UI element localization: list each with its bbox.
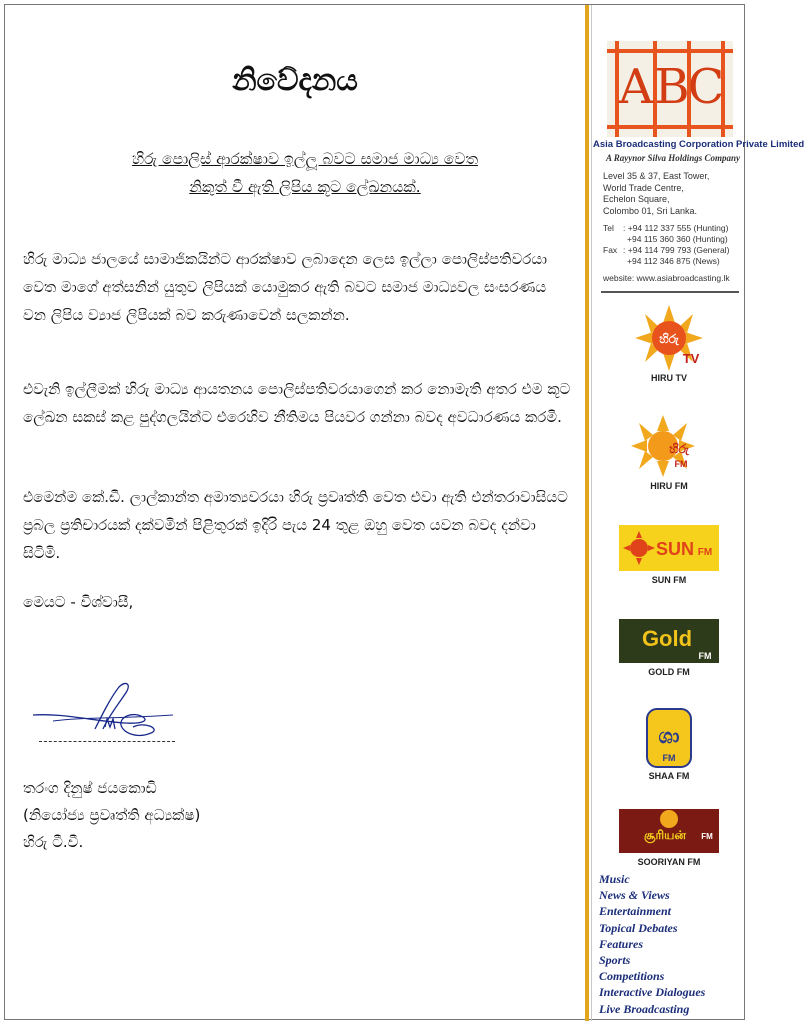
paragraph-3: එමෙන්ම කේ.ඩී. ලාල්කාන්ත අමාත්‍යවරයා හිරු ප්‍රවෘත්ති වෙත එවා ඇති එන්තරාවාසියට ප්‍රබල ප්‍රතිචාරයක් දක්වමින් පිළිතුරක් ඉදිරි පැය 24 තුළ ඔහු වෙත යවන බවද දන්වා සිටිමි.	[23, 488, 568, 562]
subject-line-2: නිකුත් වී ඇති ලිපිය කූට ලේඛනයක්.	[189, 178, 421, 196]
hiru-tv-logo	[619, 303, 719, 387]
address-line: World Trade Centre,	[603, 182, 684, 193]
gold-fm-mark: Gold	[641, 626, 693, 651]
address-line: Level 35 & 37, East Tower,	[603, 171, 710, 181]
sun-fm-caption: SUN FM	[651, 575, 687, 585]
service-item: Entertainment	[599, 904, 672, 919]
hiru-fm-caption: HIRU FM	[650, 481, 688, 491]
signer-title: (නියෝජ්‍ය ප්‍රවෘත්ති අධ්‍යක්ෂ)	[23, 806, 201, 824]
sooriyan-fm-mark: சூரியன்	[643, 828, 687, 842]
logo-letter-b: B	[654, 59, 690, 115]
service-item: Topical Debates	[599, 920, 678, 935]
fax-number-2: +94 112 346 875 (News)	[627, 256, 720, 266]
hiru-tv-mark: හිරු	[659, 332, 679, 346]
letter-page	[4, 4, 804, 1020]
subject	[45, 145, 565, 201]
tel-number-1: : +94 112 337 555 (Hunting)	[623, 223, 729, 233]
closing: මෙයට - විශ්වාසී,	[23, 593, 134, 611]
sun-fm-mark: SUN	[655, 539, 695, 559]
sun-fm-sub: FM	[697, 547, 713, 558]
subject-line-1: හිරු පොලිස් ආරක්ෂාව ඉල්ලූ බවට සමාජ මාධ්‍ය වෙත	[131, 150, 479, 168]
company-name: Asia Broadcasting Corporation Private Limited	[593, 139, 804, 150]
service-item: Music	[599, 872, 630, 886]
fax-label: Fax	[603, 245, 618, 255]
shaa-fm-mark: ශා	[658, 724, 680, 748]
sooriyan-fm-sub: FM	[701, 832, 713, 841]
hiru-fm-sun-icon	[619, 413, 719, 479]
service-item: Live Broadcasting	[599, 1001, 690, 1016]
hiru-tv-caption: HIRU TV	[651, 373, 687, 383]
service-item: Competitions	[599, 969, 665, 984]
accent-divider	[585, 5, 589, 1021]
website: website: www.asiabroadcasting.lk	[603, 273, 730, 283]
signature-image	[33, 677, 183, 751]
shaa-fm-sub: FM	[662, 753, 676, 763]
letter-body	[5, 5, 585, 1021]
shaa-fm-caption: SHAA FM	[648, 771, 690, 781]
tel-label: Tel	[603, 223, 614, 233]
signer-org: හිරු ටී.වී.	[23, 833, 84, 851]
logo-letter-c: C	[687, 59, 725, 115]
logo-letter-a: A	[618, 59, 654, 115]
address	[603, 171, 709, 217]
address-line: Echelon Square,	[603, 194, 670, 204]
sooriyan-fm-caption: SOORIYAN FM	[637, 857, 701, 867]
service-item: Sports	[599, 953, 631, 968]
paragraph-1: හිරු මාධ්‍ය ජාලයේ සාමාජිකයින්ට ආරක්ෂාව ලබාදෙන ලෙස ඉල්ලා පොලිස්පතිවරයා වෙත මාගේ අත්සනින් යුතුව ලිපියක් යොමුකර ඇති බවට සමාජ මාධ්‍යවල සංසරණය වන ලිපිය ව්‍යාජ ලිපියක් බව කරුණාවෙන් සලකන්න.	[23, 250, 548, 324]
service-item: News & Views	[599, 888, 670, 903]
shaa-fm-logo	[619, 709, 719, 783]
sun-fm-badge-icon	[619, 525, 719, 571]
hiru-fm-logo	[619, 413, 719, 493]
divider-line	[591, 5, 592, 1021]
tel-number-2: +94 115 360 360 (Hunting)	[627, 234, 728, 244]
hiru-fm-mark: හිරු	[669, 442, 689, 456]
service-item: Interactive Dialogues	[599, 985, 706, 1000]
address-line: Colombo 01, Sri Lanka.	[603, 205, 698, 216]
signer-name: තරංග දිනුෂ් ජයකොඩි	[23, 779, 157, 797]
fax-number-1: : +94 114 799 793 (General)	[623, 245, 730, 255]
signature-line	[39, 741, 175, 742]
letterhead-sidebar	[593, 5, 804, 1021]
service-item: Features	[599, 936, 644, 951]
gold-fm-badge-icon	[619, 619, 719, 663]
hiru-tv-sub: TV	[682, 351, 700, 366]
services-list	[599, 871, 705, 1017]
gold-fm-logo	[619, 619, 719, 679]
sun-fm-logo	[619, 525, 719, 591]
page-title: නිවේදනය	[232, 63, 358, 98]
gold-fm-sub: FM	[698, 651, 712, 661]
sooriyan-fm-logo	[619, 809, 719, 871]
abc-logo	[607, 41, 733, 137]
header-rule	[601, 291, 739, 293]
signer-block	[23, 775, 200, 856]
hiru-fm-sub: FM	[674, 459, 688, 469]
shaa-fm-badge-icon	[619, 709, 719, 769]
company-subtitle: A Rayynor Silva Holdings Company	[605, 153, 741, 163]
contact-numbers	[603, 223, 729, 267]
hiru-tv-sun-icon	[619, 303, 719, 373]
paragraph-2: එවැනි ඉල්ලීමක් හිරු මාධ්‍ය ආයතනය පොලිස්පතිවරයාගෙන් කර නොමැති අතර එම කූට ලේඛන සකස් කළ පුද්ගලයින්ට එරෙහිව නීතිමය පියවර ගන්නා බවද අවධාරණය කරමි.	[23, 380, 571, 426]
gold-fm-caption: GOLD FM	[648, 667, 690, 677]
sooriyan-fm-badge-icon	[619, 809, 719, 853]
